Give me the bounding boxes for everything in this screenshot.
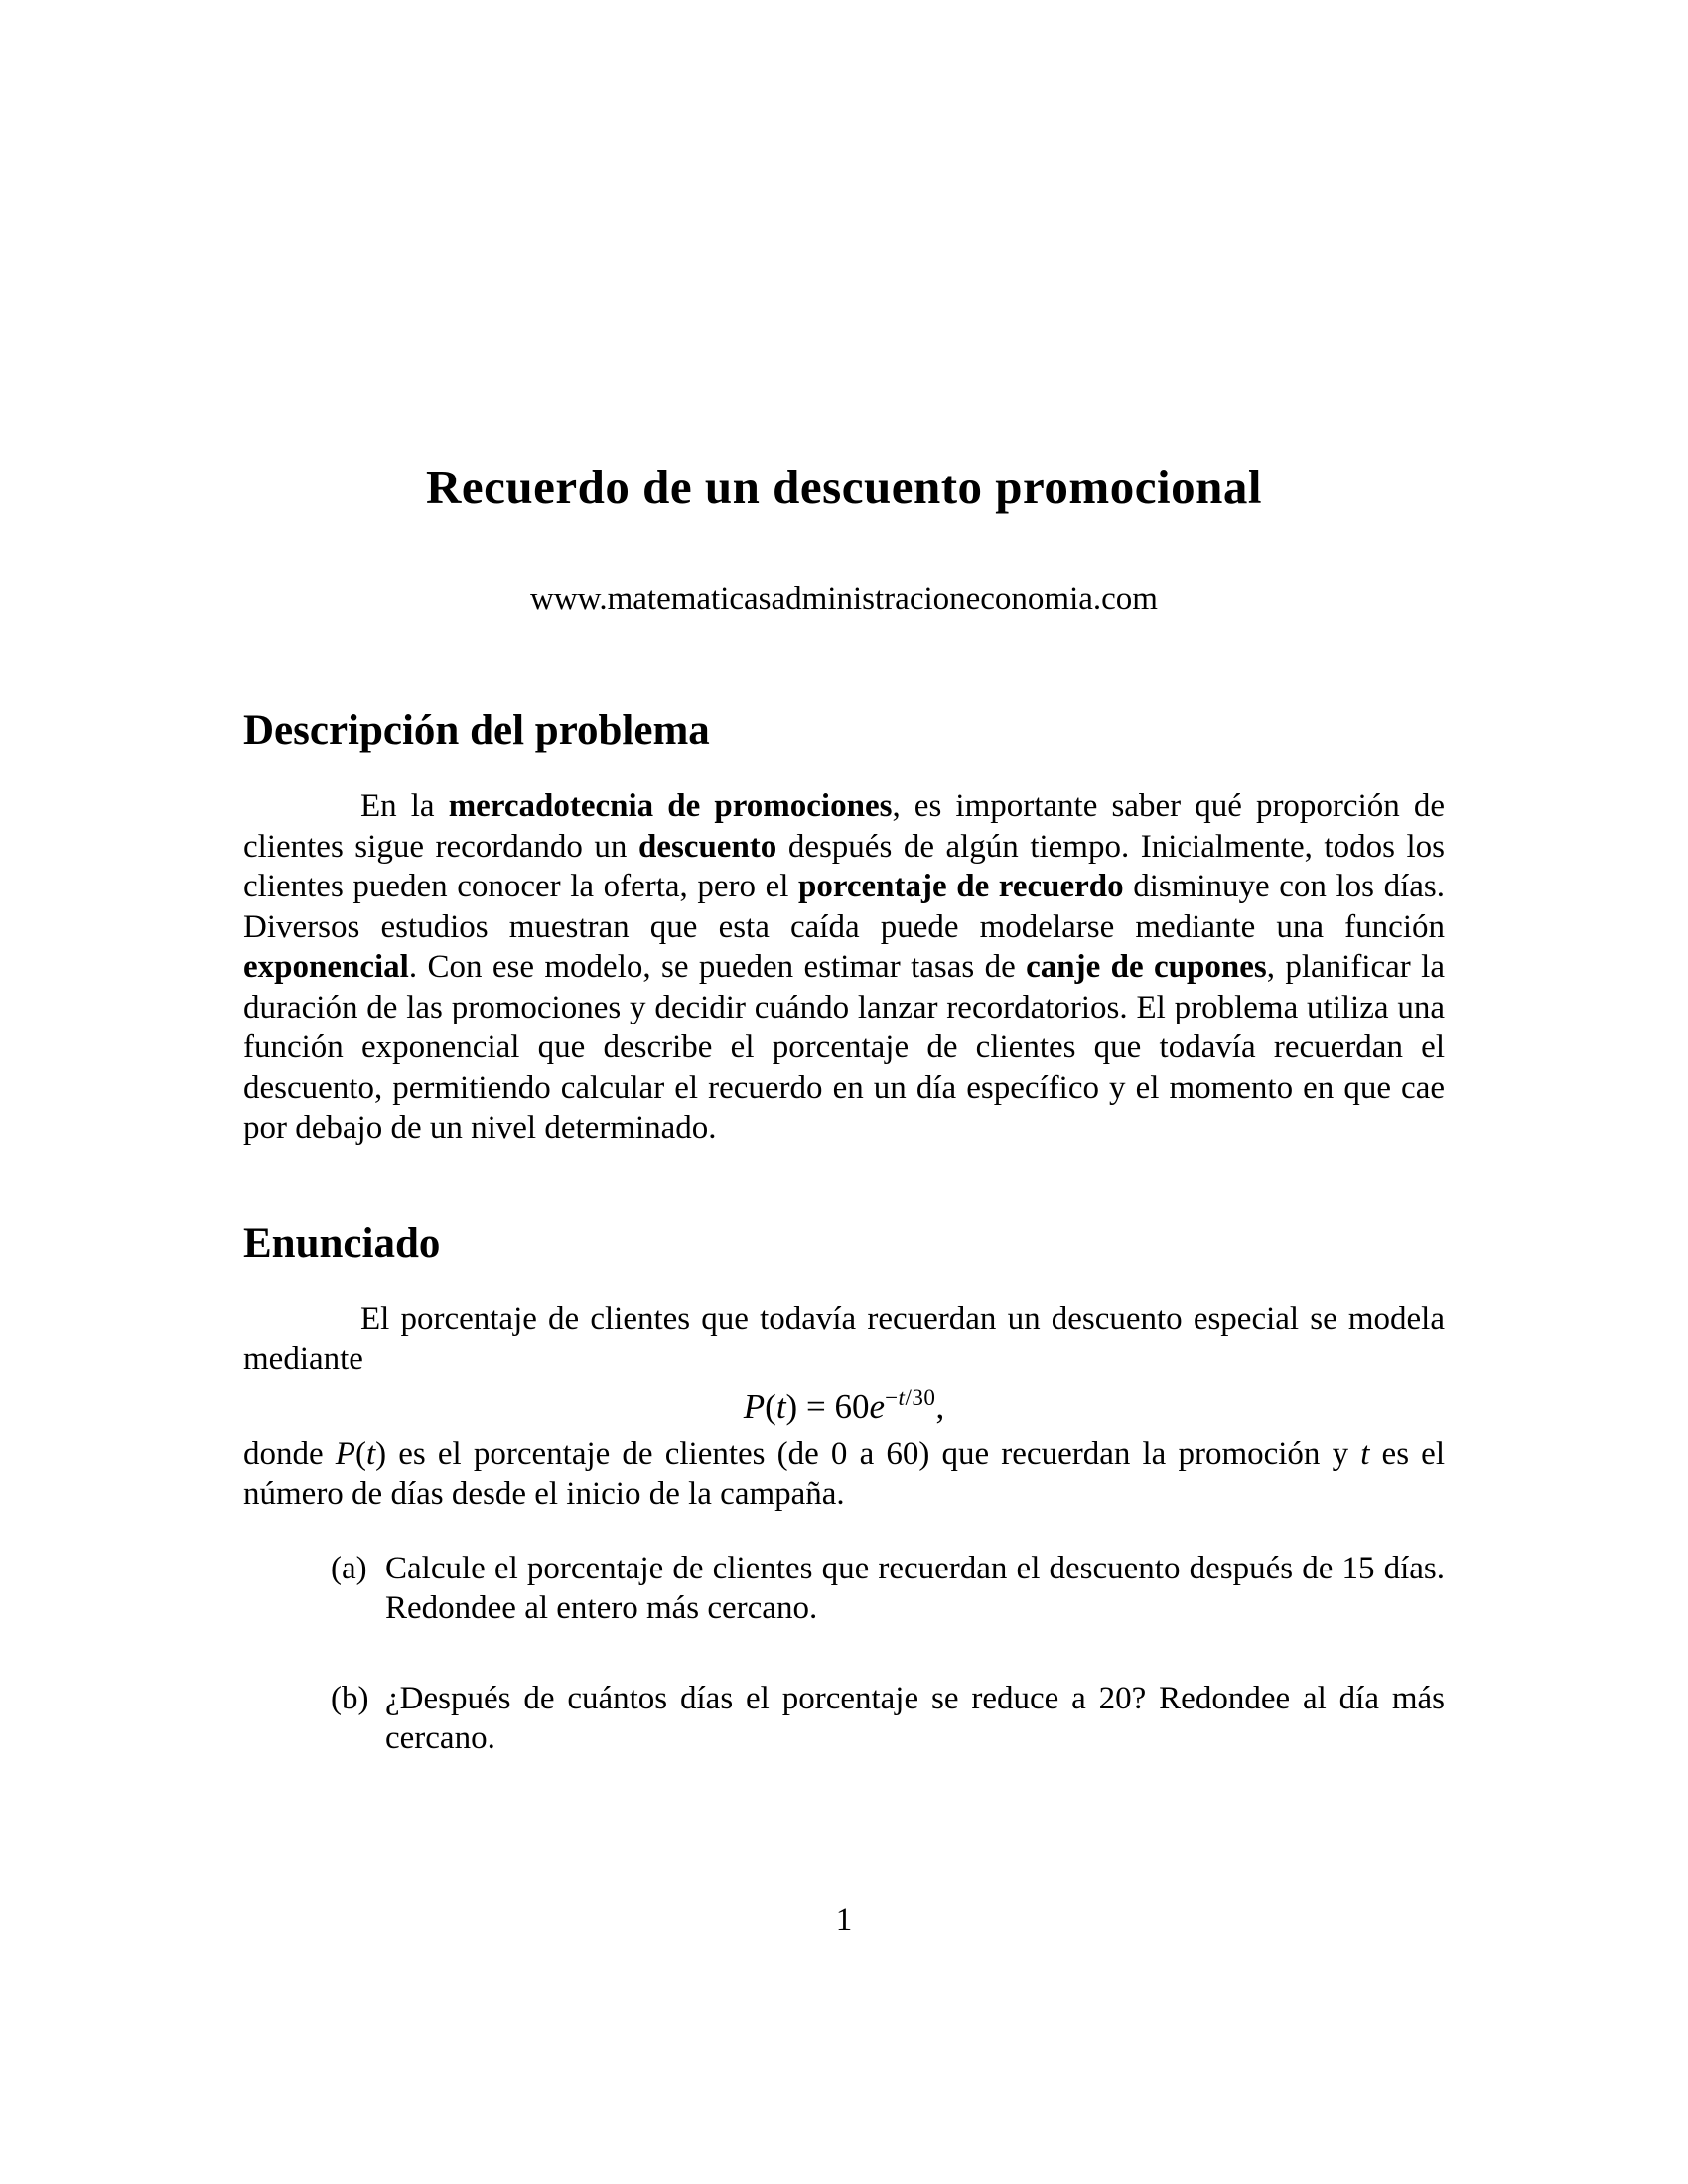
variable-definition-paragraph	[243, 1434, 1445, 1515]
text-segment: , es importante saber qué proporción de clientes sigue recordando un	[243, 788, 1445, 865]
text-segment: P	[335, 1435, 355, 1472]
text-segment: porcentaje de recuerdo	[797, 869, 1124, 904]
text-segment: (	[765, 1386, 776, 1426]
description-paragraph	[243, 786, 1445, 1149]
document-title: Recuerdo de un descuento promocional	[426, 460, 1262, 514]
text-segment: exponencial	[243, 949, 409, 985]
text-segment: (	[354, 1435, 366, 1472]
text-segment: después de algún tiempo. Inicialmente, todos los clientes pueden conocer la oferta, pero el	[243, 828, 1445, 904]
website-text: www.matematicasadministracioneconomia.com	[530, 581, 1158, 616]
text-segment: disminuye con los días. Diversos estudios muestran que esta caída puede modelarse mediante una función	[243, 869, 1445, 945]
text-segment: , planificar la duración de las promociones y decidir cuándo lanzar recordatorios. El problema utiliza una función exponencial que describe el porcentaje de clientes que todavía recuerdan el descuento, permitiendo calcular el recuerdo en un día específico y el momento en que cae por debajo de un nivel determinado.	[243, 949, 1445, 1146]
text-segment: descuento	[637, 828, 777, 865]
formula-exponential-model	[243, 1382, 1445, 1434]
item-label-b: (b)	[331, 1680, 369, 1716]
text-segment: . Con ese modelo, se pueden estimar tasas de	[408, 949, 1027, 985]
text-segment: ) = 60	[785, 1386, 870, 1426]
text-block	[243, 0, 1445, 1759]
text-segment: mercadotecnia de promociones	[448, 788, 893, 824]
text-segment: t	[1360, 1435, 1370, 1472]
text-segment: /30	[905, 1383, 936, 1410]
item-text-a: Calcule el porcentaje de clientes que recuerdan el descuento después de 15 días. Redondee al entero más cercano.	[385, 1550, 1445, 1626]
text-segment: ,	[935, 1386, 945, 1426]
item-text-b: ¿Después de cuántos días el porcentaje se reduce a 20? Redondee al día más cercano.	[385, 1680, 1445, 1756]
problem-item-list	[243, 1549, 1445, 1759]
text-segment: es el número de días desde el inicio de la campaña.	[243, 1435, 1445, 1512]
statement-intro-paragraph	[243, 1299, 1445, 1380]
item-label-a: (a)	[331, 1550, 367, 1586]
text-segment: t	[365, 1435, 376, 1472]
text-segment: En la	[360, 788, 449, 824]
text-segment: donde	[243, 1435, 336, 1472]
section-heading-descripcion: Descripción del problema	[243, 707, 710, 753]
text-segment: P	[743, 1386, 766, 1426]
page-number: 1	[835, 1902, 853, 1938]
text-segment: t	[898, 1383, 906, 1410]
text-segment: t	[775, 1386, 786, 1426]
text-segment: ) es el porcentaje de clientes (de 0 a 60) que recuerdan la promoción y	[375, 1435, 1361, 1472]
text-segment: −	[885, 1383, 899, 1410]
text-segment: e	[869, 1386, 885, 1426]
list-item-a	[243, 1549, 1445, 1629]
text-segment: canje de cupones	[1026, 949, 1267, 985]
list-item-b	[243, 1679, 1445, 1759]
section-heading-enunciado: Enunciado	[243, 1219, 441, 1267]
text-segment: El porcentaje de clientes que todavía recuerdan un descuento especial se modela mediante	[243, 1300, 1445, 1377]
